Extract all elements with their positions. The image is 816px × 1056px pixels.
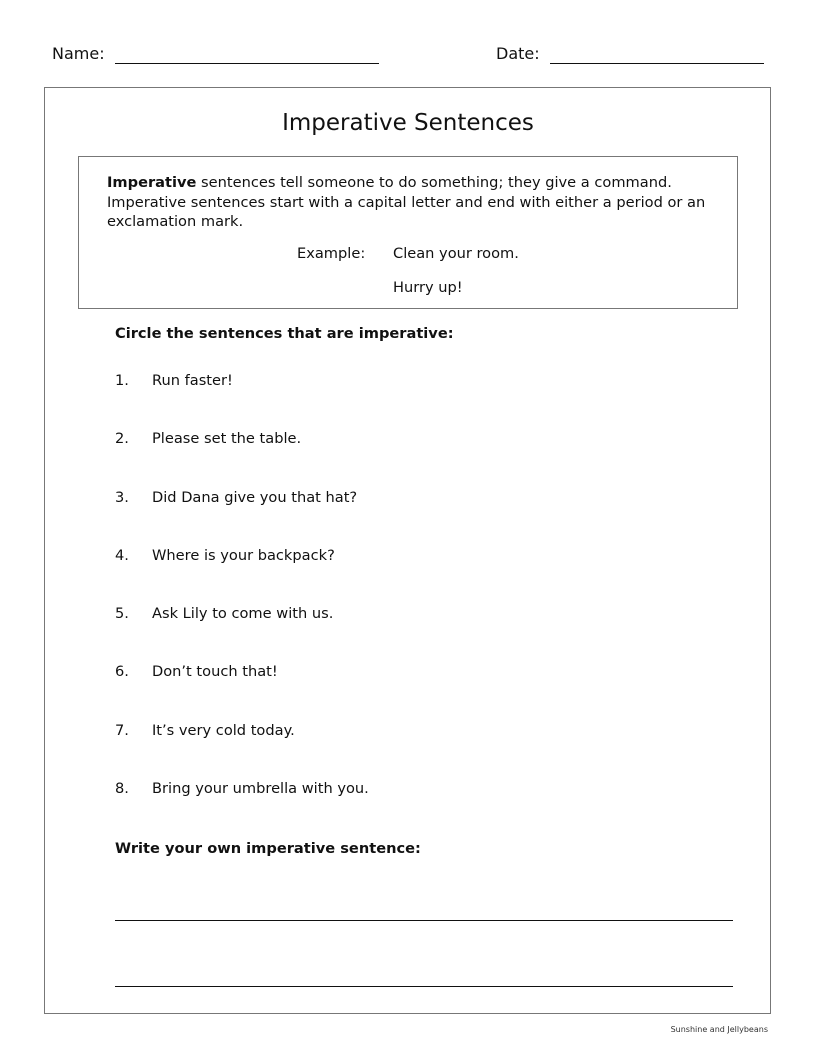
footer-credit: Sunshine and Jellybeans [670,1025,768,1034]
circle-instructions: Circle the sentences that are imperative: [115,325,454,342]
question-item[interactable] [115,605,715,663]
question-item[interactable] [115,722,715,780]
question-text: Bring your umbrella with you. [152,780,369,798]
answer-line[interactable] [115,986,733,987]
question-text: Did Dana give you that hat? [152,488,358,506]
definition-body: sentences tell someone to do something; they give a command. Imperative sentences start with a capital letter and end with either a period or an exclamation mark. [107,174,706,230]
question-item[interactable] [115,430,715,488]
question-number: 6. [115,663,129,681]
question-number: 1. [115,372,129,389]
question-text: Run faster! [152,372,233,389]
example-sentence: Clean your room. [393,245,519,262]
definition-text [107,173,719,232]
question-number: 2. [115,430,129,448]
name-field[interactable] [115,63,379,64]
question-number: 3. [115,488,129,506]
question-number: 8. [115,780,129,798]
question-text: Don’t touch that! [152,663,278,681]
write-prompt: Write your own imperative sentence: [115,840,421,857]
question-text: Where is your backpack? [152,546,335,564]
example-sentence: Hurry up! [393,279,463,296]
question-item[interactable] [115,780,715,838]
definition-term: Imperative [107,174,197,191]
question-item[interactable] [115,489,715,547]
question-text: Please set the table. [152,430,302,448]
definition-box [78,156,738,309]
question-item[interactable] [115,663,715,721]
date-field[interactable] [550,63,764,64]
question-item[interactable] [115,547,715,605]
question-number: 4. [115,546,129,564]
question-item[interactable] [115,372,715,430]
answer-line[interactable] [115,920,733,921]
example-label: Example: [297,245,366,262]
question-list [115,372,715,838]
question-number: 7. [115,721,129,739]
date-label: Date: [496,44,540,63]
worksheet-header [52,44,764,66]
question-text: It’s very cold today. [152,721,295,739]
question-number: 5. [115,605,129,623]
question-text: Ask Lily to come with us. [152,605,334,623]
name-label: Name: [52,44,105,63]
page-title: Imperative Sentences [282,110,534,136]
